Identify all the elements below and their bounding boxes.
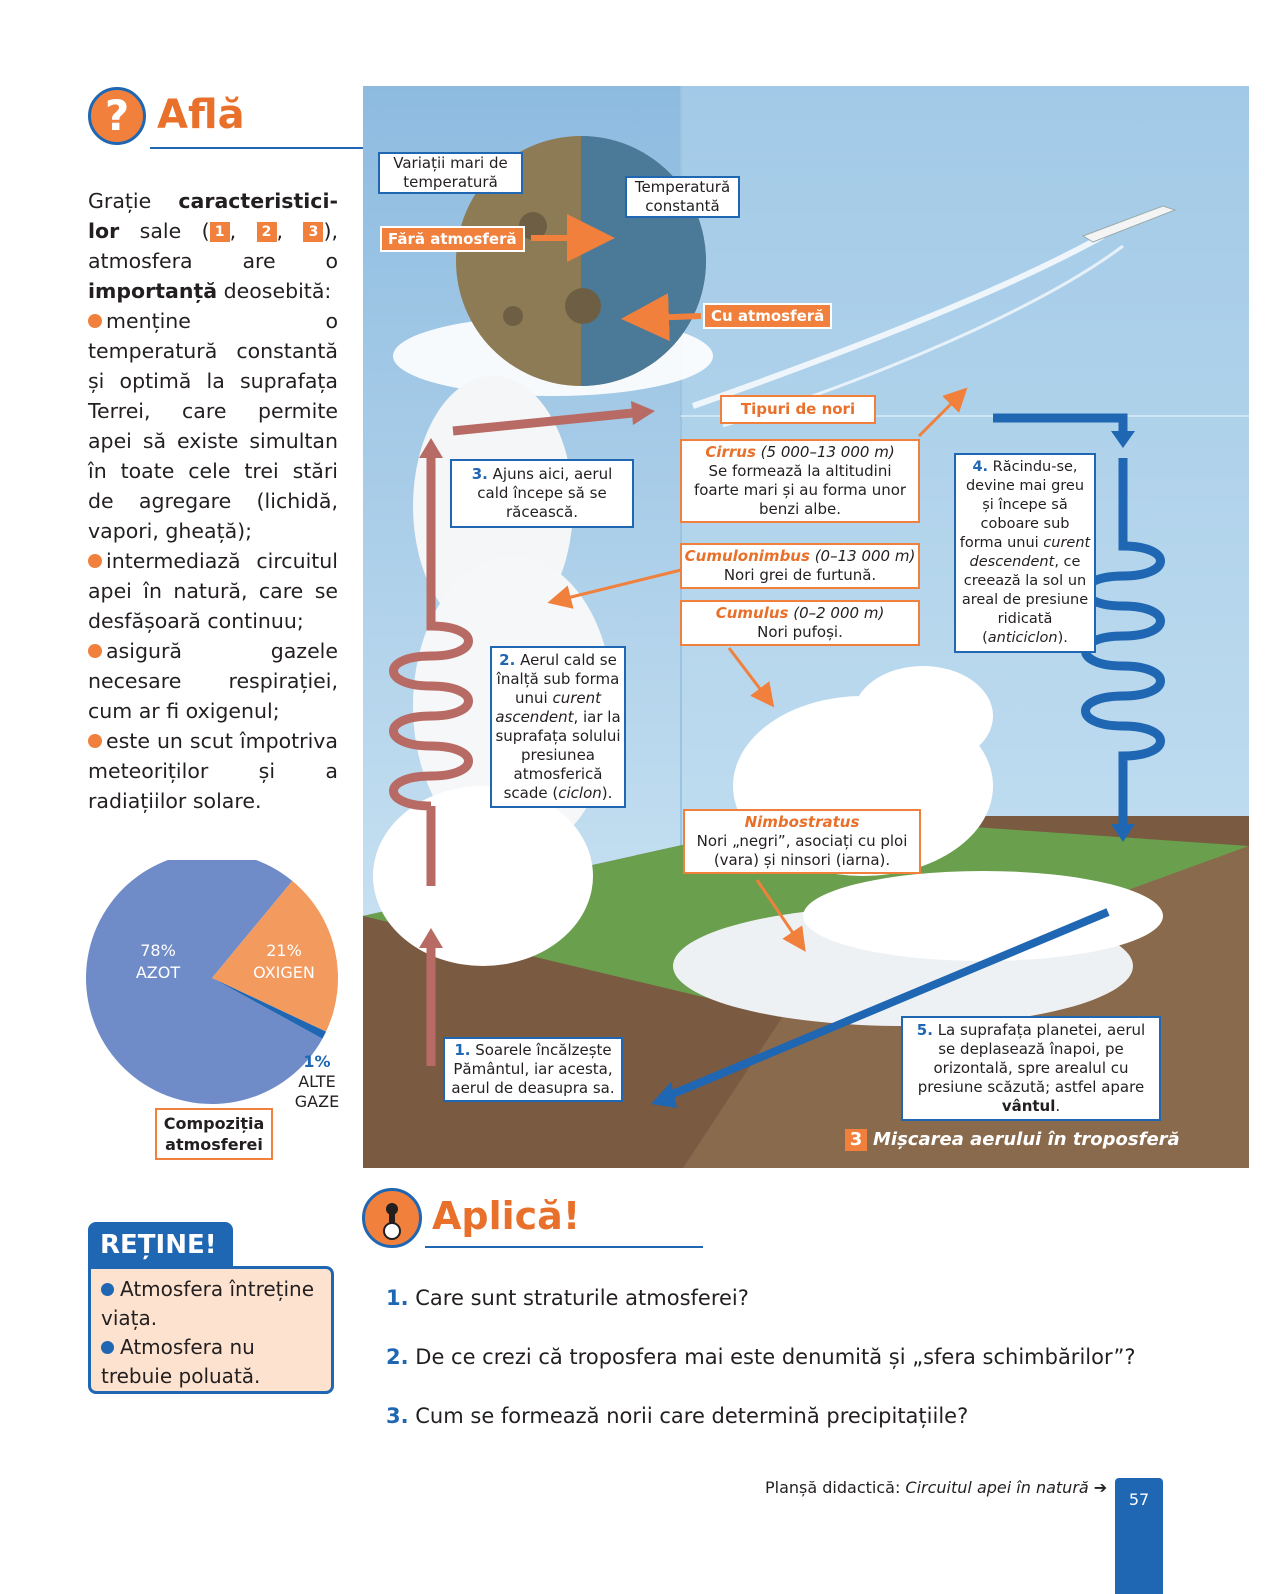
- label-variatii: Variații mari de temperatură: [378, 152, 523, 194]
- pie-caption: Compoziția atmosferei: [155, 1108, 273, 1160]
- pie-label-azot: 78% AZOT: [135, 941, 181, 982]
- label-tipuri-de-nori: Tipuri de nori: [720, 395, 876, 424]
- figure-caption: 3 Mișcarea aerului în troposferă: [845, 1129, 1180, 1151]
- retine-box: [88, 1266, 334, 1394]
- list-item: Atmosfera întreține viața.: [101, 1277, 315, 1330]
- intro-text: Grație caracteristicilor sale ( 1 , 2 , 3 ), atmosfera are o importanță deosebită: menține o temperatură constantă și optimă la suprafața Terrei, care permite apei să existe simultan în toate cele trei stări de agregare (lichidă, vapori, gheață); intermediază circuitul apei în natură, care se desfășoară continuu; asigură gazele necesare respirației, cum ar fi oxigenul; este un scut împotriva meteoriților și a radiațiilor solare.: [88, 186, 338, 816]
- label-nimbostratus: Nimbostratus Nori „negri”, asociați cu ploi (vara) și ninsori (iarna).: [683, 809, 921, 874]
- bullet-icon: [101, 1283, 114, 1296]
- bullet-icon: [101, 1341, 114, 1354]
- pie-label-oxigen: 21% OXIGEN: [253, 941, 315, 982]
- tag-fara-atmosfera: Fără atmosferă: [380, 226, 525, 252]
- footer-reference: Planșă didactică: Circuitul apei în natură ➔: [765, 1478, 1108, 1497]
- ref-badge: 1: [210, 222, 230, 242]
- step-1-label: 1. Soarele încălzește Pământul, iar acesta, aerul de deasupra sa.: [443, 1037, 623, 1102]
- bullet-icon: [88, 554, 102, 568]
- question-item: 2. De ce crezi că troposfera mai este denumită și „sfera schimbărilor”?: [386, 1345, 1136, 1369]
- list-item: asigură gazele necesare respirației, cum ar fi oxigenul;: [88, 639, 338, 723]
- troposphere-illustration: [363, 86, 1249, 1168]
- label-temperatura-constanta: Temperatură constantă: [625, 176, 740, 218]
- question-item: 1. Care sunt straturile atmosferei?: [386, 1286, 749, 1310]
- divider: [150, 147, 368, 149]
- list-item: menține o temperatură constantă și optimă la suprafața Terrei, care permite apei să existe simultan în toate cele trei stări de agregare (lichidă, vapori, gheață);: [88, 309, 338, 543]
- arrow-right-icon: ➔: [1093, 1478, 1108, 1497]
- pie-label-alte-gaze: 1% ALTE GAZE: [294, 1052, 340, 1111]
- retine-title: REȚINE!: [88, 1222, 233, 1268]
- page-number: 57: [1115, 1478, 1163, 1594]
- step-3-label: 3. Ajuns aici, aerul cald începe să se răcească.: [450, 459, 634, 528]
- ref-badge: 2: [257, 222, 277, 242]
- list-item: intermediază circuitul apei în natură, care se desfășoară continuu;: [88, 549, 338, 633]
- list-item: este un scut împotriva meteoriților și a radiațiilor solare.: [88, 729, 338, 813]
- bullet-icon: [88, 314, 102, 328]
- ref-badge: 3: [303, 222, 323, 242]
- tag-cu-atmosfera: Cu atmosferă: [703, 303, 832, 329]
- section-title-afla: Află: [157, 92, 245, 138]
- question-icon: ?: [88, 87, 146, 145]
- step-4-label: 4. Răcindu-se, devine mai greu și începe să coboare sub forma unui curent descendent, ce creează la sol un areal de presiune ridicată (anticiclon).: [954, 453, 1096, 653]
- divider: [425, 1246, 703, 1248]
- list-item: Atmosfera nu trebuie poluată.: [101, 1335, 261, 1388]
- label-cumulus: Cumulus (0–2 000 m) Nori pufoși.: [680, 600, 920, 646]
- label-cirrus: Cirrus (5 000–13 000 m) Se formează la altitudini foarte mari și au forma unor benzi albe.: [680, 439, 920, 523]
- step-2-label: 2. Aerul cald se înalță sub forma unui curent ascendent, iar la suprafața solului presiunea atmosferică scade (ciclon).: [490, 646, 626, 808]
- section-title-aplica: Aplică!: [432, 1194, 581, 1238]
- label-cumulonimbus: Cumulonimbus (0–13 000 m) Nori grei de furtună.: [680, 543, 920, 589]
- question-item: 3. Cum se formează norii care determină precipitațiile?: [386, 1404, 969, 1428]
- step-5-label: 5. La suprafața planetei, aerul se deplasează înapoi, pe orizontală, spre arealul cu presiune scăzută; astfel apare vântul.: [901, 1016, 1161, 1121]
- key-icon: [362, 1188, 422, 1248]
- bullet-icon: [88, 644, 102, 658]
- bullet-icon: [88, 734, 102, 748]
